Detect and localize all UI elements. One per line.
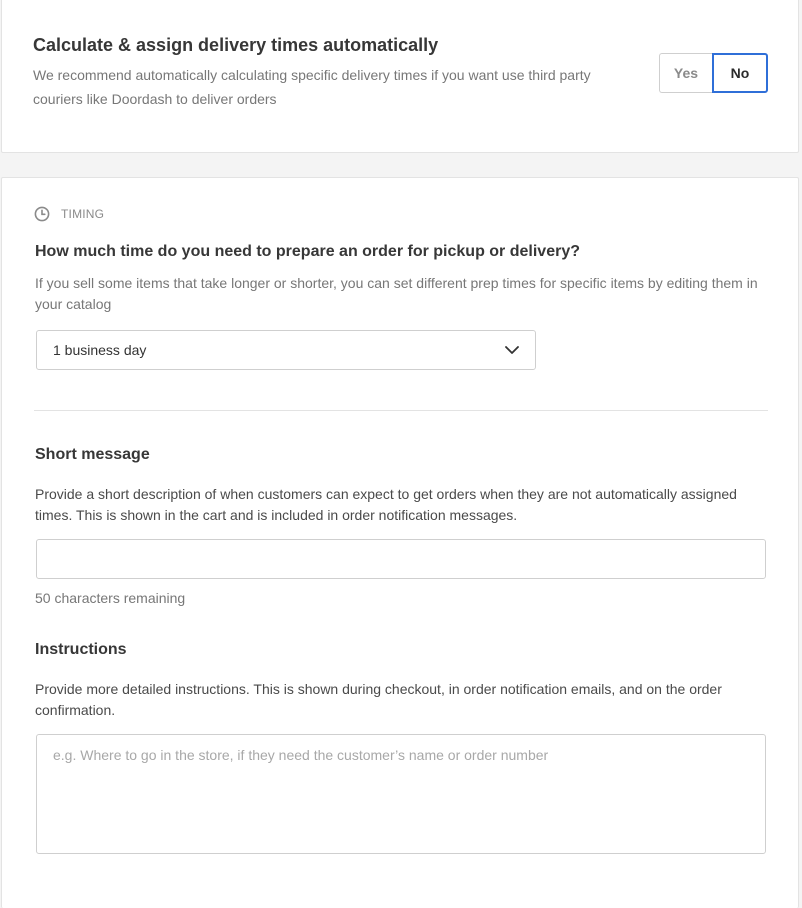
short-message-description: Provide a short description of when customers can expect to get orders when they are not automatically assigned times. This is shown in the cart and is included in order notification messages. bbox=[35, 486, 737, 523]
short-message-input[interactable] bbox=[36, 539, 766, 579]
prep-time-question: How much time do you need to prepare an order for pickup or delivery? bbox=[35, 243, 580, 260]
instructions-description: Provide more detailed instructions. This is shown during checkout, in order notification emails, and on the order confirmation. bbox=[35, 681, 722, 718]
timing-card bbox=[1, 177, 799, 908]
instructions-title: Instructions bbox=[35, 641, 127, 658]
section-divider bbox=[34, 410, 768, 411]
auto-assign-title: Calculate & assign delivery times automatically bbox=[33, 35, 439, 55]
yes-button[interactable]: Yes bbox=[659, 53, 712, 93]
prep-time-select-value: 1 business day bbox=[53, 342, 147, 358]
chevron-down-icon bbox=[504, 344, 520, 356]
timing-section-header bbox=[34, 206, 104, 222]
clock-icon bbox=[34, 206, 50, 222]
auto-assign-toggle bbox=[659, 53, 768, 93]
short-message-title: Short message bbox=[35, 446, 150, 463]
prep-time-description: If you sell some items that take longer or shorter, you can set different prep times for specific items by editing them in your catalog bbox=[35, 275, 758, 312]
no-button[interactable]: No bbox=[712, 53, 768, 93]
timing-section-label: TIMING bbox=[61, 207, 105, 221]
auto-assign-card bbox=[1, 0, 799, 153]
prep-time-select[interactable] bbox=[36, 330, 536, 370]
short-message-counter: 50 characters remaining bbox=[35, 590, 186, 606]
auto-assign-description: We recommend automatically calculating specific delivery times if you want use third party couriers like Doordash to deliver orders bbox=[33, 67, 591, 107]
instructions-textarea[interactable] bbox=[36, 734, 766, 854]
